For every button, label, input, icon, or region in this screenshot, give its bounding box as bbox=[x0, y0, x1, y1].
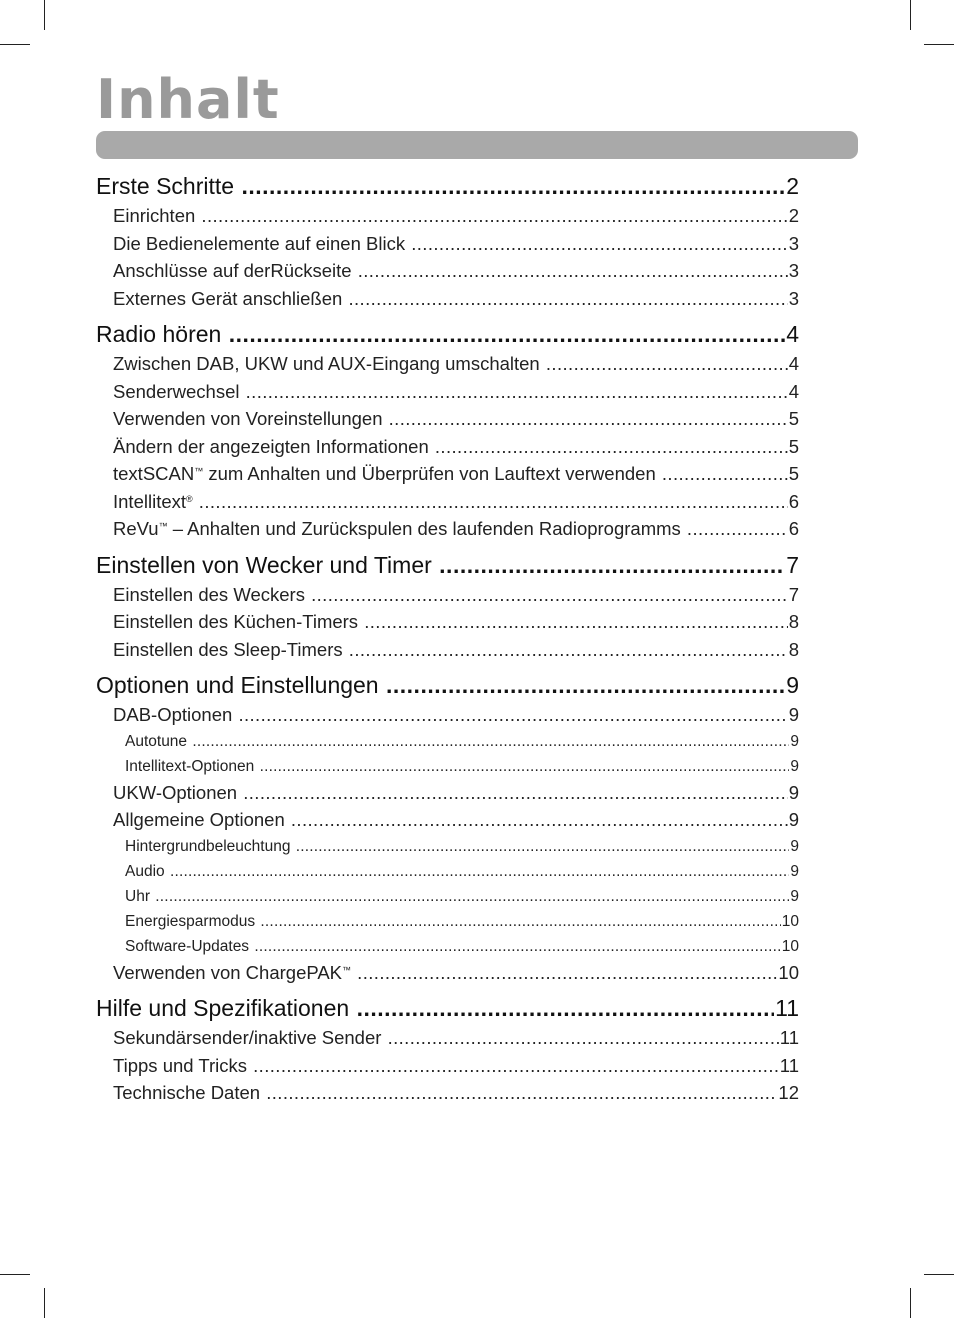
crop-mark bbox=[0, 1274, 30, 1275]
toc-entry[interactable] bbox=[96, 433, 799, 461]
toc-page-number: 9 bbox=[790, 862, 799, 880]
toc-page-number: 11 bbox=[779, 1027, 799, 1048]
dot-leader bbox=[199, 488, 788, 516]
toc-entry-label: Externes Gerät anschließen bbox=[113, 287, 343, 309]
toc-page-number: 9 bbox=[790, 757, 799, 775]
toc-entry[interactable] bbox=[96, 350, 799, 378]
toc-entry-label: Senderwechsel bbox=[113, 380, 240, 402]
toc-page-number: 6 bbox=[788, 518, 799, 539]
crop-mark bbox=[0, 44, 30, 45]
toc-entry-label: Einstellen von Wecker und Timer bbox=[96, 551, 432, 578]
toc-entry[interactable] bbox=[96, 515, 799, 543]
dot-leader bbox=[238, 701, 787, 729]
toc-section-entry[interactable] bbox=[96, 318, 799, 350]
toc-entry[interactable] bbox=[96, 1052, 799, 1080]
dot-leader bbox=[253, 1052, 779, 1080]
toc-page-number: 9 bbox=[790, 732, 799, 750]
toc-subentry[interactable] bbox=[96, 834, 799, 859]
toc-page-number: 10 bbox=[781, 912, 799, 930]
dot-leader bbox=[260, 909, 780, 934]
toc-entry[interactable] bbox=[96, 636, 799, 664]
dot-leader bbox=[229, 318, 786, 350]
toc-subentry[interactable] bbox=[96, 859, 799, 884]
toc-entry-label: Einstellen des Küchen-Timers bbox=[113, 611, 359, 632]
toc-subentry[interactable] bbox=[96, 729, 799, 754]
toc-page-number: 5 bbox=[788, 408, 799, 429]
toc-page-number: 8 bbox=[788, 638, 799, 660]
dot-leader bbox=[357, 959, 777, 987]
toc-page-number: 3 bbox=[788, 287, 799, 309]
dot-leader bbox=[357, 992, 775, 1024]
toc-entry[interactable] bbox=[96, 230, 799, 258]
toc-entry[interactable] bbox=[96, 806, 799, 834]
toc-page-number: 12 bbox=[778, 1082, 799, 1103]
dot-leader bbox=[254, 934, 780, 959]
toc-page-number: 10 bbox=[781, 937, 799, 955]
dot-leader bbox=[411, 230, 787, 258]
trademark-symbol: ® bbox=[186, 493, 193, 504]
toc-entry-label: ReVu™ – Anhalten und Zurückspulen des laufenden Radioprogramms bbox=[113, 518, 681, 539]
dot-leader bbox=[364, 608, 788, 636]
toc-entry-label: UKW-Optionen bbox=[113, 781, 238, 803]
toc-entry-label: Die Bedienelemente auf einen Blick bbox=[113, 232, 406, 254]
title-bar bbox=[96, 131, 858, 159]
toc-page-number: 5 bbox=[788, 435, 799, 457]
crop-mark bbox=[924, 44, 954, 45]
dot-leader bbox=[201, 202, 787, 230]
toc-entry[interactable] bbox=[96, 701, 799, 729]
toc-entry-label: Energiesparmodus bbox=[125, 912, 256, 930]
toc-page-number: 2 bbox=[786, 173, 799, 199]
toc-page-number: 3 bbox=[788, 260, 799, 281]
toc-entry-label: Radio hören bbox=[96, 321, 222, 347]
dot-leader bbox=[435, 433, 788, 461]
toc-entry[interactable] bbox=[96, 460, 799, 488]
toc-entry-label: Intellitext-Optionen bbox=[125, 757, 255, 775]
toc-entry-label: Verwenden von ChargePAK™ bbox=[113, 961, 352, 983]
page-title: Inhalt bbox=[96, 68, 280, 131]
crop-mark bbox=[44, 0, 45, 30]
toc-page-number: 5 bbox=[788, 463, 799, 484]
toc-page-number: 4 bbox=[788, 353, 799, 374]
toc-entry-label: Optionen und Einstellungen bbox=[96, 672, 379, 698]
toc-entry-label: Sekundärsender/inaktive Sender bbox=[113, 1027, 382, 1048]
toc-subentry[interactable] bbox=[96, 934, 799, 959]
toc-entry-label: Anschlüsse auf derRückseite bbox=[113, 260, 352, 281]
crop-mark bbox=[910, 1288, 911, 1318]
dot-leader bbox=[170, 859, 789, 884]
dot-leader bbox=[358, 257, 788, 285]
dot-leader bbox=[386, 669, 785, 701]
toc-section-entry[interactable] bbox=[96, 992, 799, 1024]
toc-entry-label: Intellitext® bbox=[113, 490, 193, 512]
dot-leader bbox=[311, 581, 788, 609]
toc-entry-label: Ändern der angezeigten Informationen bbox=[113, 435, 429, 457]
toc-page-number: 10 bbox=[778, 961, 799, 983]
toc-entry[interactable] bbox=[96, 959, 799, 987]
toc-page-number: 7 bbox=[788, 583, 799, 605]
trademark-symbol: ™ bbox=[158, 521, 168, 531]
toc-entry-label: Verwenden von Voreinstellungen bbox=[113, 408, 383, 429]
toc-entry-label: Software-Updates bbox=[125, 937, 250, 955]
dot-leader bbox=[260, 754, 790, 779]
dot-leader bbox=[546, 350, 788, 378]
toc-page-number: 9 bbox=[788, 704, 799, 725]
toc-entry[interactable] bbox=[96, 378, 799, 406]
toc-entry[interactable] bbox=[96, 257, 799, 285]
toc-page-number: 9 bbox=[788, 809, 799, 830]
toc-entry-label: Audio bbox=[125, 862, 165, 880]
dot-leader bbox=[687, 515, 788, 543]
toc-entry-label: Einrichten bbox=[113, 205, 196, 226]
toc-entry-label: textSCAN™ zum Anhalten und Überprüfen von Lauftext verwenden bbox=[113, 463, 656, 484]
dot-leader bbox=[662, 460, 788, 488]
dot-leader bbox=[296, 834, 790, 859]
toc-page-number: 2 bbox=[788, 205, 799, 226]
crop-mark bbox=[924, 1274, 954, 1275]
toc-entry-label: Uhr bbox=[125, 887, 150, 905]
toc-entry-label: Autotune bbox=[125, 732, 188, 750]
toc-entry-label: Allgemeine Optionen bbox=[113, 809, 285, 830]
dot-leader bbox=[291, 806, 788, 834]
trademark-symbol: ™ bbox=[194, 466, 204, 476]
toc-page-number: 9 bbox=[790, 837, 799, 855]
dot-leader bbox=[349, 636, 788, 664]
table-of-contents bbox=[96, 170, 799, 1107]
toc-subentry[interactable] bbox=[96, 754, 799, 779]
toc-page-number: 9 bbox=[788, 781, 799, 803]
toc-entry[interactable] bbox=[96, 202, 799, 230]
toc-entry-label: Einstellen des Sleep-Timers bbox=[113, 638, 343, 660]
dot-leader bbox=[192, 729, 789, 754]
crop-mark bbox=[910, 0, 911, 30]
toc-page-number: 8 bbox=[788, 611, 799, 632]
dot-leader bbox=[241, 170, 785, 202]
toc-subentry[interactable] bbox=[96, 909, 799, 934]
toc-page-number: 11 bbox=[779, 1054, 799, 1076]
dot-leader bbox=[246, 378, 788, 406]
toc-entry-label: Hilfe und Spezifikationen bbox=[96, 995, 350, 1021]
toc-page-number: 7 bbox=[786, 551, 799, 578]
toc-section-entry[interactable] bbox=[96, 549, 799, 581]
toc-page-number: 3 bbox=[788, 232, 799, 254]
dot-leader bbox=[155, 884, 789, 909]
dot-leader bbox=[266, 1079, 777, 1107]
dot-leader bbox=[389, 405, 788, 433]
toc-section-entry[interactable] bbox=[96, 669, 799, 701]
toc-page-number: 11 bbox=[775, 995, 799, 1021]
dot-leader bbox=[439, 549, 785, 581]
toc-entry[interactable] bbox=[96, 1079, 799, 1107]
toc-subentry[interactable] bbox=[96, 884, 799, 909]
toc-entry-label: DAB-Optionen bbox=[113, 704, 233, 725]
toc-entry-label: Erste Schritte bbox=[96, 173, 235, 199]
toc-section-entry[interactable] bbox=[96, 170, 799, 202]
toc-entry[interactable] bbox=[96, 285, 799, 313]
toc-entry[interactable] bbox=[96, 779, 799, 807]
toc-entry-label: Zwischen DAB, UKW und AUX-Eingang umschalten bbox=[113, 353, 540, 374]
toc-page-number: 6 bbox=[788, 490, 799, 512]
toc-page-number: 4 bbox=[786, 321, 799, 347]
toc-entry[interactable] bbox=[96, 608, 799, 636]
dot-leader bbox=[243, 779, 787, 807]
toc-page-number: 4 bbox=[788, 380, 799, 402]
toc-entry[interactable] bbox=[96, 488, 799, 516]
toc-entry[interactable] bbox=[96, 405, 799, 433]
toc-entry[interactable] bbox=[96, 1024, 799, 1052]
crop-mark bbox=[44, 1288, 45, 1318]
trademark-symbol: ™ bbox=[342, 964, 352, 975]
toc-page-number: 9 bbox=[790, 887, 799, 905]
toc-entry-label: Technische Daten bbox=[113, 1082, 261, 1103]
toc-page-number: 9 bbox=[786, 672, 799, 698]
dot-leader bbox=[388, 1024, 779, 1052]
toc-entry-label: Tipps und Tricks bbox=[113, 1054, 247, 1076]
toc-entry-label: Einstellen des Weckers bbox=[113, 583, 305, 605]
toc-entry[interactable] bbox=[96, 581, 799, 609]
dot-leader bbox=[348, 285, 787, 313]
toc-entry-label: Hintergrundbeleuchtung bbox=[125, 837, 291, 855]
